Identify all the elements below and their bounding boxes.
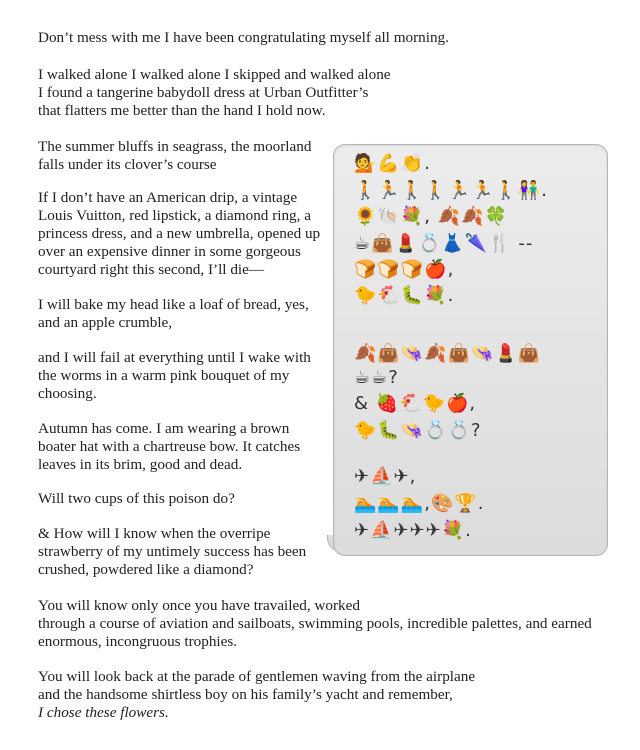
emoji-row: & 🍓🐔🐤🍎, [354,393,477,414]
emoji-row: 💁💪👏. [354,153,431,174]
poem-line: Will two cups of this poison do? [38,490,235,507]
poem-line: enormous, incongruous trophies. [38,633,238,650]
poem-line: courtyard right this second, I’ll die— [38,261,265,278]
poem-line: boater hat with a chartreuse bow. It catches [38,438,301,455]
poem-line: and I will fail at everything until I wake with [38,349,311,366]
poem-line: and the handsome shirtless boy on his family’s yacht and remember, [38,686,453,703]
poem-line: I walked alone I walked alone I skipped and walked alone [38,66,391,83]
poem-line: choosing. [38,385,97,402]
poem-line: The summer bluffs in seagrass, the moorland [38,138,312,155]
poem-line: & How will I know when the overripe [38,525,271,542]
poem-line: falls under its clover’s course [38,156,217,173]
poem-line: Louis Vuitton, red lipstick, a diamond ring, a [38,207,311,224]
poem-line: crushed, powdered like a diamond? [38,561,254,578]
emoji-row: ☕☕? [354,367,399,388]
emoji-row: 🏊🏊🏊,🎨🏆. [354,493,485,514]
emoji-row: ✈⛵✈, [354,466,417,487]
poem-line: princess dress, and a new umbrella, opened up [38,225,321,242]
poem-line: over an expensive dinner in some gorgeous [38,243,301,260]
poem-line: strawberry of my untimely success has been [38,543,307,560]
poem-line: I found a tangerine babydoll dress at Urban Outfitter’s [38,84,369,101]
emoji-row: 🍂👜👒🍂👜👒💄👜 [354,343,542,364]
poem-line: leaves in its brim, good and dead. [38,456,243,473]
emoji-row: 🌻🐚💐, 🍂🍂🍀 [354,206,508,227]
emoji-row: 🍞🍞🍞🍎, [354,259,455,280]
poem-line: I will bake my head like a loaf of bread, yes, [38,296,309,313]
poem-line: through a course of aviation and sailboats, swimming pools, incredible palettes, and earned [38,615,592,632]
emoji-row: ✈⛵✈✈✈💐. [354,520,472,541]
emoji-row: 🐤🐔🐛💐. [354,285,455,306]
poem-line: and an apple crumble, [38,314,173,331]
poem-line: You will know only once you have travailed, worked [38,597,360,614]
emoji-row: 🐤🐛👒💍💍? [354,420,482,441]
poem-closing-line: I chose these flowers. [38,704,169,721]
emoji-row: 🚶🏃🚶🚶🏃🏃🚶👫. [354,180,549,201]
poem-line: Autumn has come. I am wearing a brown [38,420,290,437]
poem-line: that flatters me better than the hand I hold now. [38,102,326,119]
poem-line: Don’t mess with me I have been congratulating myself all morning. [38,29,449,46]
poem-line: You will look back at the parade of gentlemen waving from the airplane [38,668,476,685]
poem-line: If I don’t have an American drip, a vintage [38,189,298,206]
poem-line: the worms in a warm pink bouquet of my [38,367,290,384]
emoji-row: ☕👜💄💍👗🌂🍴 -- [354,233,534,254]
